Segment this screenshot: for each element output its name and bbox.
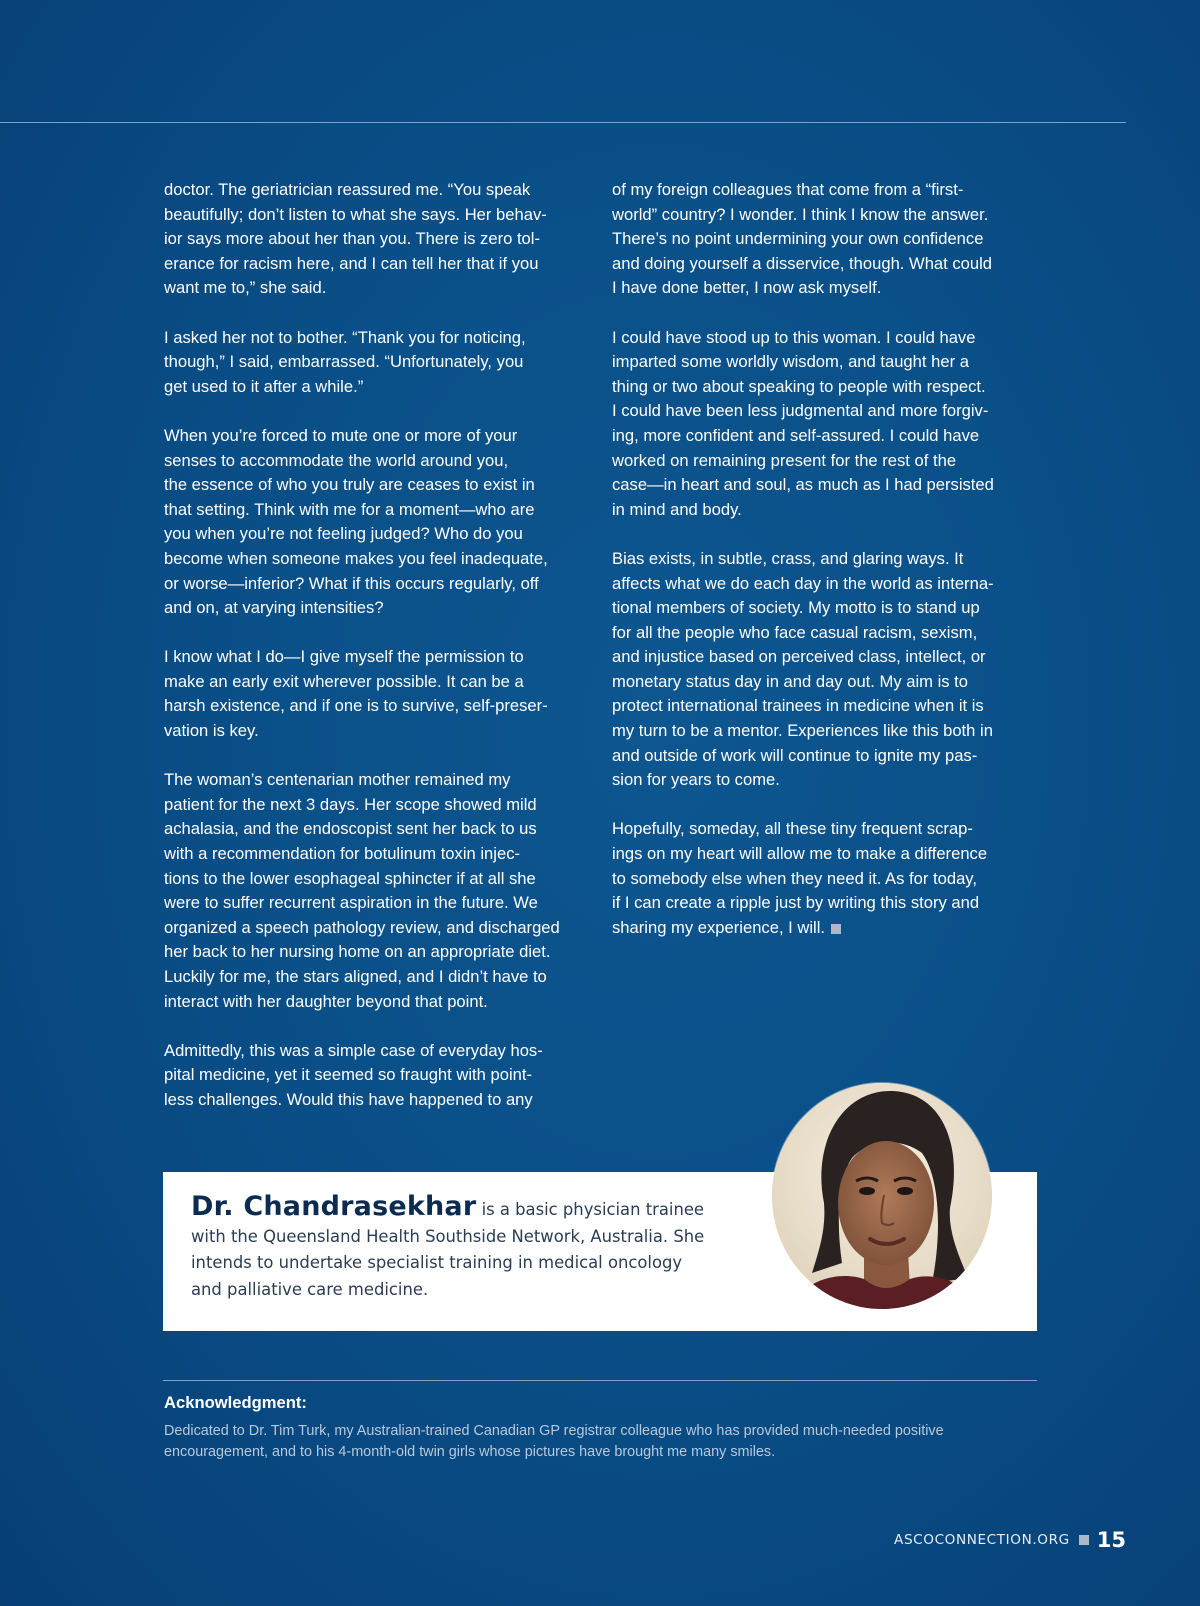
closing-paragraph (612, 817, 1040, 940)
page-footer (894, 1528, 1126, 1552)
author-portrait-image (772, 1083, 992, 1309)
end-of-article-square-icon (831, 924, 841, 934)
author-portrait-illustration (772, 1083, 992, 1309)
paragraph: doctor. The geriatrician reassured me. “You speak beautifully; don’t listen to what she says. Her behav- ior says more about her than you. There is zero tol- erance for racism here, and I can tell her that if you want me to,” she said. (164, 180, 547, 298)
footer-site-link[interactable]: ASCOCONNECTION.ORG (894, 1532, 1070, 1548)
article-column-left (164, 178, 589, 1137)
article-column-right (612, 178, 1040, 965)
paragraph: of my foreign colleagues that come from a “first- world” country? I wonder. I think I know the answer. There’s no point undermining your own confidence and doing yourself a disservice, though. What could I have done better, I now ask myself. (612, 180, 993, 298)
closing-paragraph-text: Hopefully, someday, all these tiny frequent scrap- ings on my heart will allow me to make a difference to somebody else when they need it. As for today, if I can create a ripple just by writing this story and sharing my experience, I will. (612, 819, 988, 937)
paragraph: When you’re forced to mute one or more of your senses to accommodate the world around you, the essence of who you truly are ceases to exist in that setting. Think with me for a moment—who are you when you’re not feeling judged? Who do you become when someone makes you feel inadequate, or worse—inferior? What if this occurs regularly, off and on, at varying intensities? (164, 425, 548, 618)
acknowledgment-heading: Acknowledgment: (164, 1393, 307, 1412)
paragraph: Bias exists, in subtle, crass, and glaring ways. It affects what we do each day in the world as interna- tional members of society. My motto is to stand up for all the people who face casual racism, sexism, and injustice based on perceived class, intellect, or monetary status day in and day out. My aim is to protect international trainees in medicine when it is my turn to be a mentor. Experiences like this both in and outside of work will continue to ignite my pas- sion for years to come. (612, 548, 994, 790)
footer-square-icon (1079, 1535, 1089, 1545)
paragraph: I know what I do—I give myself the permission to make an early exit wherever possible. It can be a harsh existence, and if one is to survive, self-preser- vation is key. (164, 647, 548, 741)
paragraph: I asked her not to bother. “Thank you for noticing, though,” I said, embarrassed. “Unfortunately, you get used to it after a while.” (164, 327, 526, 396)
acknowledgment-divider (163, 1380, 1037, 1381)
paragraph: I could have stood up to this woman. I could have imparted some worldly wisdom, and taught her a thing or two about speaking to people with respect. I could have been less judgmental and more forgiv- ing, more confident and self-assured. I could have worked on remaining present for the rest of the case—in heart and soul, as much as I had persisted in mind and body. (612, 327, 994, 519)
top-divider (0, 122, 1126, 123)
author-name: Dr. Chandrasekhar (191, 1191, 477, 1222)
paragraph: Admittedly, this was a simple case of everyday hos- pital medicine, yet it seemed so fraught with point- less challenges. Would this have happened to any (164, 1040, 543, 1109)
acknowledgment-body: Dedicated to Dr. Tim Turk, my Australian-trained Canadian GP registrar colleague who has provided much-needed positive encouragement, and to his 4-month-old twin girls whose pictures have brought me many smiles. (164, 1423, 944, 1460)
paragraph: The woman’s centenarian mother remained my patient for the next 3 days. Her scope showed mild achalasia, and the endoscopist sent her back to us with a recommendation for botulinum toxin injec- tions to the lower esophageal sphincter if at all she were to suffer recurrent aspiration in the future. We organized a speech pathology review, and discharged her back to her nursing home on an appropriate diet. Luckily for me, the stars aligned, and I didn’t have to interact with her daughter beyond that point. (164, 770, 560, 1011)
page-number: 15 (1096, 1528, 1126, 1552)
author-bio-text: is a basic physician trainee with the Queensland Health Southside Network, Australia. She intends to undertake specialist training in medical oncology and palliative care medicine. (191, 1200, 705, 1299)
author-bio (191, 1191, 711, 1303)
